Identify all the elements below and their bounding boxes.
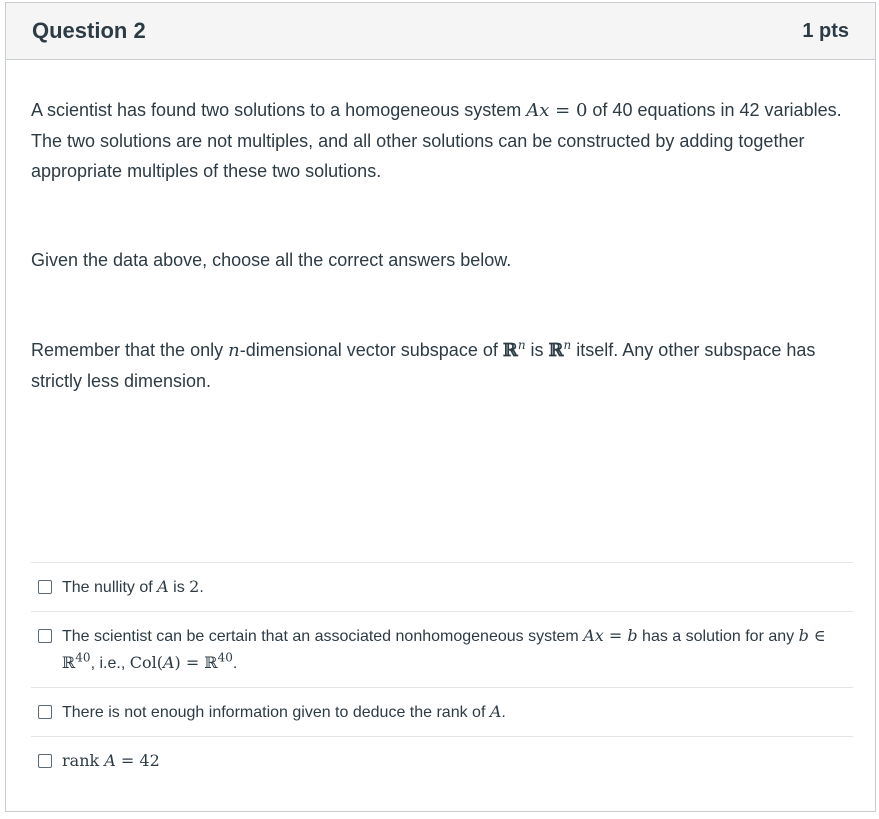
answer-list [31, 562, 853, 785]
checkbox[interactable] [38, 580, 52, 594]
answer-label-3: There is not enough information given to deduce the rank of A. [62, 702, 506, 721]
checkbox[interactable] [38, 754, 52, 768]
answer-label-4: rank A = 42 [62, 751, 160, 770]
answer-option-2[interactable] [31, 611, 853, 687]
checkbox[interactable] [38, 629, 52, 643]
question-text-1: A scientist has found two solutions to a homogeneous system Ax = 0 of 40 equations in 42 variables. The two solutions are not multiples, and all other solutions can be constructed by adding together appropriate multiples of these two solutions. [31, 100, 842, 181]
question-text-2: Given the data above, choose all the correct answers below. [31, 250, 512, 270]
answer-label-1: The nullity of A is 2. [62, 577, 204, 596]
checkbox[interactable] [38, 705, 52, 719]
answer-option-3[interactable] [31, 687, 853, 736]
question-points: 1 pts [802, 19, 849, 42]
question-title: Question 2 [32, 18, 146, 43]
answer-label-2: The scientist can be certain that an associated nonhomogeneous system Ax = b has a solution for any b ∈ ℝ$^{40}$, i.e., Col(A) = ℝ$^{40}$. [62, 626, 826, 672]
question-text-3: Remember that the only n-dimensional vector subspace of ℝ$^n$ is ℝ$^n$ itself. Any other subspace has strictly less dimension. [31, 338, 816, 391]
question-header [6, 3, 875, 60]
answer-option-4[interactable] [31, 736, 853, 785]
question-card [5, 2, 876, 812]
answer-option-1[interactable] [31, 562, 853, 611]
